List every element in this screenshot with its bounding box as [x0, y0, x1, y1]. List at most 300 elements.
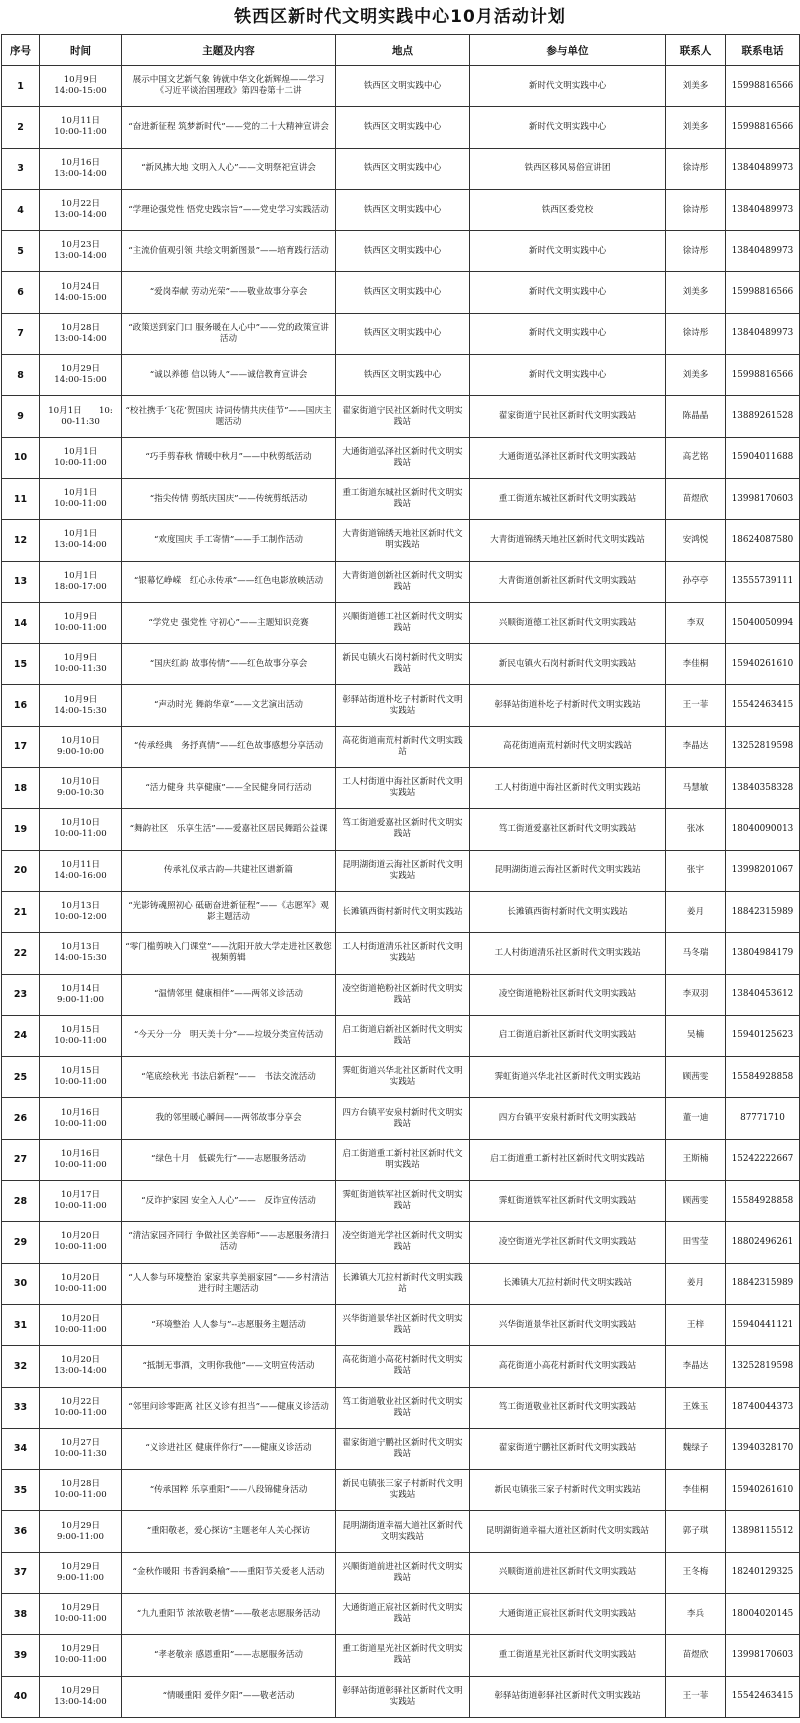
phone-cell: 15940125623	[726, 1015, 800, 1056]
table-row	[2, 1181, 800, 1222]
phone-cell: 15542463415	[726, 1676, 800, 1717]
unit-cell: 工人村街道中海社区新时代文明实践站	[470, 768, 666, 809]
contact-cell: 李晶达	[666, 1346, 726, 1387]
phone-cell: 13252819598	[726, 726, 800, 767]
time-cell: 10月10日 9:00-10:30	[40, 768, 122, 809]
contact-cell: 田雪莹	[666, 1222, 726, 1263]
unit-cell: 铁西区委党校	[470, 189, 666, 230]
contact-cell: 刘美多	[666, 355, 726, 396]
table-row	[2, 891, 800, 932]
phone-cell: 18842315989	[726, 891, 800, 932]
contact-cell: 郭子琪	[666, 1511, 726, 1552]
topic-cell: “环境整治 人人参与”--志愿服务主题活动	[122, 1304, 336, 1345]
phone-cell: 13889261528	[726, 396, 800, 437]
contact-cell: 徐诗彤	[666, 313, 726, 354]
phone-cell: 87771710	[726, 1098, 800, 1139]
place-cell: 翟家街道宁鹏社区新时代文明实践站	[336, 1428, 470, 1469]
phone-cell: 18040090013	[726, 809, 800, 850]
row-number: 26	[2, 1098, 40, 1139]
unit-cell: 长滩镇大兀拉村新时代文明实践站	[470, 1263, 666, 1304]
place-cell: 高花街道小高花村新时代文明实践站	[336, 1346, 470, 1387]
phone-cell: 15242222667	[726, 1139, 800, 1180]
phone-cell: 18004020145	[726, 1593, 800, 1634]
phone-cell: 13998170603	[726, 478, 800, 519]
unit-cell: 大通街道弘泽社区新时代文明实践站	[470, 437, 666, 478]
topic-cell: “欢度国庆 手工寄情”——手工制作活动	[122, 520, 336, 561]
time-cell: 10月16日 13:00-14:00	[40, 148, 122, 189]
row-number: 13	[2, 561, 40, 602]
contact-cell: 李兵	[666, 1593, 726, 1634]
row-number: 12	[2, 520, 40, 561]
place-cell: 铁西区文明实践中心	[336, 107, 470, 148]
row-number: 21	[2, 891, 40, 932]
phone-cell: 13998170603	[726, 1635, 800, 1676]
phone-cell: 15998816566	[726, 66, 800, 107]
unit-cell: 翟家街道宁民社区新时代文明实践站	[470, 396, 666, 437]
table-row	[2, 850, 800, 891]
topic-cell: “情暖重阳 爱伴夕阳”——敬老活动	[122, 1676, 336, 1717]
row-number: 24	[2, 1015, 40, 1056]
phone-cell: 13252819598	[726, 1346, 800, 1387]
topic-cell: “光影铸魂照初心 砥砺奋进新征程”——《志愿军》观影主题活动	[122, 891, 336, 932]
phone-cell: 15998816566	[726, 355, 800, 396]
time-cell: 10月29日 9:00-11:00	[40, 1552, 122, 1593]
phone-cell: 18624087580	[726, 520, 800, 561]
place-cell: 铁西区文明实践中心	[336, 148, 470, 189]
header-cell-unit: 参与单位	[470, 35, 666, 66]
topic-cell: “今天分一分 明天美十分”——垃圾分类宣传活动	[122, 1015, 336, 1056]
place-cell: 四方台镇平安泉村新时代文明实践站	[336, 1098, 470, 1139]
time-cell: 10月27日 10:00-11:30	[40, 1428, 122, 1469]
header-row	[2, 35, 800, 66]
table-row	[2, 272, 800, 313]
time-cell: 10月15日 10:00-11:00	[40, 1015, 122, 1056]
row-number: 25	[2, 1057, 40, 1098]
contact-cell: 顾茜雯	[666, 1057, 726, 1098]
place-cell: 大通街道弘泽社区新时代文明实践站	[336, 437, 470, 478]
header-cell-no: 序号	[2, 35, 40, 66]
unit-cell: 大通街道正宸社区新时代文明实践站	[470, 1593, 666, 1634]
phone-cell: 13840489973	[726, 231, 800, 272]
phone-cell: 15998816566	[726, 272, 800, 313]
place-cell: 大通街道正宸社区新时代文明实践站	[336, 1593, 470, 1634]
topic-cell: “义诊进社区 健康伴你行”——健康义诊活动	[122, 1428, 336, 1469]
phone-cell: 13840489973	[726, 313, 800, 354]
unit-cell: 翟家街道宁鹏社区新时代文明实践站	[470, 1428, 666, 1469]
place-cell: 铁西区文明实践中心	[336, 355, 470, 396]
row-number: 22	[2, 933, 40, 974]
place-cell: 长滩镇西街村新时代文明实践站	[336, 891, 470, 932]
row-number: 39	[2, 1635, 40, 1676]
topic-cell: “传承国粹 乐享重阳”——八段锦健身活动	[122, 1470, 336, 1511]
table-header	[2, 35, 800, 66]
contact-cell: 王梓	[666, 1304, 726, 1345]
row-number: 28	[2, 1181, 40, 1222]
unit-cell: 新时代文明实践中心	[470, 231, 666, 272]
place-cell: 兴华街道景华社区新时代文明实践站	[336, 1304, 470, 1345]
topic-cell: “爱岗奉献 劳动光荣”——敬业故事分享会	[122, 272, 336, 313]
row-number: 1	[2, 66, 40, 107]
contact-cell: 王冬梅	[666, 1552, 726, 1593]
unit-cell: 新时代文明实践中心	[470, 313, 666, 354]
time-cell: 10月20日 10:00-11:00	[40, 1263, 122, 1304]
phone-cell: 13840489973	[726, 189, 800, 230]
contact-cell: 徐诗彤	[666, 189, 726, 230]
unit-cell: 新民屯镇火石岗村新时代文明实践站	[470, 644, 666, 685]
place-cell: 翟家街道宁民社区新时代文明实践站	[336, 396, 470, 437]
time-cell: 10月16日 10:00-11:00	[40, 1098, 122, 1139]
unit-cell: 昆明湖街道云海社区新时代文明实践站	[470, 850, 666, 891]
topic-cell: “重阳敬老，爱心探访”主题老年人关心探访	[122, 1511, 336, 1552]
place-cell: 新民屯镇张三家子村新时代文明实践站	[336, 1470, 470, 1511]
time-cell: 10月15日 10:00-11:00	[40, 1057, 122, 1098]
contact-cell: 姜月	[666, 891, 726, 932]
row-number: 35	[2, 1470, 40, 1511]
contact-cell: 王一菲	[666, 685, 726, 726]
place-cell: 凌空街道艳粉社区新时代文明实践站	[336, 974, 470, 1015]
time-cell: 10月14日 9:00-11:00	[40, 974, 122, 1015]
unit-cell: 大青街道创新社区新时代文明实践站	[470, 561, 666, 602]
time-cell: 10月24日 14:00-15:00	[40, 272, 122, 313]
row-number: 4	[2, 189, 40, 230]
contact-cell: 刘美多	[666, 66, 726, 107]
place-cell: 霁虹街道兴华北社区新时代文明实践站	[336, 1057, 470, 1098]
table-row	[2, 809, 800, 850]
table-row	[2, 313, 800, 354]
topic-cell: “诚以养德 信以铸人”——诚信教育宣讲会	[122, 355, 336, 396]
contact-cell: 吴楠	[666, 1015, 726, 1056]
place-cell: 铁西区文明实践中心	[336, 66, 470, 107]
phone-cell: 18240129325	[726, 1552, 800, 1593]
place-cell: 昆明湖街道云海社区新时代文明实践站	[336, 850, 470, 891]
row-number: 23	[2, 974, 40, 1015]
table-row	[2, 1552, 800, 1593]
phone-cell: 13898115512	[726, 1511, 800, 1552]
contact-cell: 魏绿子	[666, 1428, 726, 1469]
row-number: 16	[2, 685, 40, 726]
table-row	[2, 107, 800, 148]
unit-cell: 昆明湖街道幸福大道社区新时代文明实践站	[470, 1511, 666, 1552]
topic-cell: “奋进新征程 筑梦新时代”——党的二十大精神宣讲会	[122, 107, 336, 148]
row-number: 31	[2, 1304, 40, 1345]
phone-cell: 15542463415	[726, 685, 800, 726]
unit-cell: 彰驿站街道彰驿社区新时代文明实践站	[470, 1676, 666, 1717]
place-cell: 凌空街道光学社区新时代文明实践站	[336, 1222, 470, 1263]
topic-cell: “学党史 强党性 守初心”——主题知识竞赛	[122, 602, 336, 643]
topic-cell: “校社携手‘飞花’贺国庆 诗词传情共庆佳节”——国庆主题活动	[122, 396, 336, 437]
time-cell: 10月22日 13:00-14:00	[40, 189, 122, 230]
topic-cell: “邻里问诊零距离 社区义诊有担当”——健康义诊活动	[122, 1387, 336, 1428]
topic-cell: “声动时光 舞韵华章”——文艺演出活动	[122, 685, 336, 726]
row-number: 36	[2, 1511, 40, 1552]
topic-cell: “温情邻里 健康相伴”——两邻义诊活动	[122, 974, 336, 1015]
unit-cell: 兴顺街道前进社区新时代文明实践站	[470, 1552, 666, 1593]
row-number: 11	[2, 478, 40, 519]
contact-cell: 安鸿悦	[666, 520, 726, 561]
phone-cell: 13840489973	[726, 148, 800, 189]
time-cell: 10月20日 10:00-11:00	[40, 1304, 122, 1345]
time-cell: 10月23日 13:00-14:00	[40, 231, 122, 272]
phone-cell: 15040050994	[726, 602, 800, 643]
phone-cell: 13804984179	[726, 933, 800, 974]
table-row	[2, 1222, 800, 1263]
header-cell-contact: 联系人	[666, 35, 726, 66]
table-row	[2, 974, 800, 1015]
row-number: 30	[2, 1263, 40, 1304]
topic-cell: “金秋作暖阳 书香润桑榆”——重阳节关爱老人活动	[122, 1552, 336, 1593]
row-number: 40	[2, 1676, 40, 1717]
unit-cell: 高花街道小高花村新时代文明实践站	[470, 1346, 666, 1387]
place-cell: 铁西区文明实践中心	[336, 313, 470, 354]
contact-cell: 苗煜欣	[666, 478, 726, 519]
time-cell: 10月29日 9:00-11:00	[40, 1511, 122, 1552]
place-cell: 笃工街道爱嘉社区新时代文明实践站	[336, 809, 470, 850]
table-row	[2, 1635, 800, 1676]
row-number: 3	[2, 148, 40, 189]
row-number: 7	[2, 313, 40, 354]
time-cell: 10月29日 10:00-11:00	[40, 1635, 122, 1676]
unit-cell: 兴华街道景华社区新时代文明实践站	[470, 1304, 666, 1345]
table-row	[2, 520, 800, 561]
unit-cell: 启工街道重工新村社区新时代文明实践站	[470, 1139, 666, 1180]
table-row	[2, 189, 800, 230]
contact-cell: 刘美多	[666, 107, 726, 148]
topic-cell: “清洁家园齐同行 争做社区美容师”——志愿服务清扫活动	[122, 1222, 336, 1263]
unit-cell: 霁虹街道兴华北社区新时代文明实践站	[470, 1057, 666, 1098]
topic-cell: “零门槛剪映入门课堂”——沈阳开放大学走进社区教您视频剪辑	[122, 933, 336, 974]
phone-cell: 13555739111	[726, 561, 800, 602]
row-number: 27	[2, 1139, 40, 1180]
time-cell: 10月20日 13:00-14:00	[40, 1346, 122, 1387]
topic-cell: “孝老敬亲 感恩重阳”——志愿服务活动	[122, 1635, 336, 1676]
unit-cell: 新时代文明实践中心	[470, 355, 666, 396]
time-cell: 10月1日 10:00-11:00	[40, 478, 122, 519]
phone-cell: 15940261610	[726, 1470, 800, 1511]
topic-cell: “笔底绘秋光 书法启新程”—— 书法交流活动	[122, 1057, 336, 1098]
time-cell: 10月29日 13:00-14:00	[40, 1676, 122, 1717]
unit-cell: 霁虹街道铁军社区新时代文明实践站	[470, 1181, 666, 1222]
contact-cell: 陈晶晶	[666, 396, 726, 437]
phone-cell: 13840358328	[726, 768, 800, 809]
phone-cell: 13998201067	[726, 850, 800, 891]
table-row	[2, 1470, 800, 1511]
time-cell: 10月10日 10:00-11:00	[40, 809, 122, 850]
row-number: 8	[2, 355, 40, 396]
row-number: 17	[2, 726, 40, 767]
table-body	[2, 66, 800, 1718]
row-number: 15	[2, 644, 40, 685]
place-cell: 笃工街道敬业社区新时代文明实践站	[336, 1387, 470, 1428]
row-number: 9	[2, 396, 40, 437]
time-cell: 10月29日 10:00-11:00	[40, 1593, 122, 1634]
time-cell: 10月20日 10:00-11:00	[40, 1222, 122, 1263]
topic-cell: “主流价值观引领 共绘文明新图景”——培育践行活动	[122, 231, 336, 272]
time-cell: 10月9日 14:00-15:30	[40, 685, 122, 726]
contact-cell: 徐诗彤	[666, 231, 726, 272]
time-cell: 10月1日 10: 00-11:30	[40, 396, 122, 437]
contact-cell: 王姝玉	[666, 1387, 726, 1428]
phone-cell: 15584928858	[726, 1181, 800, 1222]
table-row	[2, 1593, 800, 1634]
topic-cell: “巧手剪春秋 情暖中秋月”——中秋剪纸活动	[122, 437, 336, 478]
unit-cell: 四方台镇平安泉村新时代文明实践站	[470, 1098, 666, 1139]
header-cell-phone: 联系电话	[726, 35, 800, 66]
time-cell: 10月11日 10:00-11:00	[40, 107, 122, 148]
place-cell: 重工街道东城社区新时代文明实践站	[336, 478, 470, 519]
phone-cell: 13840453612	[726, 974, 800, 1015]
table-row	[2, 602, 800, 643]
header-cell-place: 地点	[336, 35, 470, 66]
row-number: 19	[2, 809, 40, 850]
place-cell: 重工街道星光社区新时代文明实践站	[336, 1635, 470, 1676]
table-row	[2, 1098, 800, 1139]
place-cell: 高花街道南荒村新时代文明实践站	[336, 726, 470, 767]
place-cell: 昆明湖街道幸福大道社区新时代文明实践站	[336, 1511, 470, 1552]
place-cell: 彰驿站街道朴圪子村新时代文明实践站	[336, 685, 470, 726]
topic-cell: “活力健身 共享健康”——全民健身同行活动	[122, 768, 336, 809]
place-cell: 启工街道启新社区新时代文明实践站	[336, 1015, 470, 1056]
table-row	[2, 1511, 800, 1552]
table-row	[2, 437, 800, 478]
unit-cell: 铁西区移风易俗宣讲团	[470, 148, 666, 189]
place-cell: 新民屯镇火石岗村新时代文明实践站	[336, 644, 470, 685]
table-row	[2, 1304, 800, 1345]
contact-cell: 李晶达	[666, 726, 726, 767]
unit-cell: 新时代文明实践中心	[470, 66, 666, 107]
place-cell: 铁西区文明实践中心	[336, 272, 470, 313]
table-row	[2, 478, 800, 519]
phone-cell: 15998816566	[726, 107, 800, 148]
phone-cell: 15940441121	[726, 1304, 800, 1345]
unit-cell: 凌空街道光学社区新时代文明实践站	[470, 1222, 666, 1263]
contact-cell: 马冬瑞	[666, 933, 726, 974]
time-cell: 10月29日 14:00-15:00	[40, 355, 122, 396]
row-number: 18	[2, 768, 40, 809]
contact-cell: 马慧敏	[666, 768, 726, 809]
contact-cell: 顾茜雯	[666, 1181, 726, 1222]
contact-cell: 高艺铭	[666, 437, 726, 478]
table-row	[2, 561, 800, 602]
row-number: 33	[2, 1387, 40, 1428]
place-cell: 长滩镇大兀拉村新时代文明实践站	[336, 1263, 470, 1304]
topic-cell: “绿色十月 低碳先行”——志愿服务活动	[122, 1139, 336, 1180]
row-number: 32	[2, 1346, 40, 1387]
topic-cell: “抵制无事酒，文明你我他”——文明宣传活动	[122, 1346, 336, 1387]
place-cell: 彰驿站街道彰驿社区新时代文明实践站	[336, 1676, 470, 1717]
unit-cell: 重工街道东城社区新时代文明实践站	[470, 478, 666, 519]
phone-cell: 15904011688	[726, 437, 800, 478]
table-row	[2, 1676, 800, 1717]
table-row	[2, 231, 800, 272]
time-cell: 10月10日 9:00-10:00	[40, 726, 122, 767]
topic-cell: “国庆红韵 故事传情”——红色故事分享会	[122, 644, 336, 685]
table-row	[2, 933, 800, 974]
phone-cell: 15940261610	[726, 644, 800, 685]
activity-table	[1, 34, 800, 1718]
row-number: 29	[2, 1222, 40, 1263]
row-number: 10	[2, 437, 40, 478]
phone-cell: 18842315989	[726, 1263, 800, 1304]
unit-cell: 兴顺街道德工社区新时代文明实践站	[470, 602, 666, 643]
table-row	[2, 355, 800, 396]
table-row	[2, 1387, 800, 1428]
unit-cell: 大青街道锦绣天地社区新时代文明实践站	[470, 520, 666, 561]
row-number: 38	[2, 1593, 40, 1634]
row-number: 6	[2, 272, 40, 313]
row-number: 14	[2, 602, 40, 643]
topic-cell: “九九重阳节 浓浓敬老情”——敬老志愿服务活动	[122, 1593, 336, 1634]
topic-cell: “学理论强党性 悟党史践宗旨”——党史学习实践活动	[122, 189, 336, 230]
time-cell: 10月17日 10:00-11:00	[40, 1181, 122, 1222]
row-number: 20	[2, 850, 40, 891]
contact-cell: 张冰	[666, 809, 726, 850]
contact-cell: 王一菲	[666, 1676, 726, 1717]
table-row	[2, 1428, 800, 1469]
unit-cell: 启工街道启新社区新时代文明实践站	[470, 1015, 666, 1056]
row-number: 37	[2, 1552, 40, 1593]
topic-cell: “指尖传情 剪纸庆国庆”——传统剪纸活动	[122, 478, 336, 519]
place-cell: 工人村街道中海社区新时代文明实践站	[336, 768, 470, 809]
row-number: 2	[2, 107, 40, 148]
unit-cell: 凌空街道艳粉社区新时代文明实践站	[470, 974, 666, 1015]
time-cell: 10月11日 14:00-16:00	[40, 850, 122, 891]
row-number: 34	[2, 1428, 40, 1469]
table-row	[2, 1346, 800, 1387]
place-cell: 启工街道重工新村社区新时代文明实践站	[336, 1139, 470, 1180]
time-cell: 10月28日 10:00-11:00	[40, 1470, 122, 1511]
time-cell: 10月1日 10:00-11:00	[40, 437, 122, 478]
place-cell: 大青街道创新社区新时代文明实践站	[336, 561, 470, 602]
topic-cell: “反诈护家园 安全入人心”—— 反诈宣传活动	[122, 1181, 336, 1222]
contact-cell: 董一迪	[666, 1098, 726, 1139]
table-row	[2, 1015, 800, 1056]
time-cell: 10月9日 10:00-11:00	[40, 602, 122, 643]
contact-cell: 李佳桐	[666, 1470, 726, 1511]
table-row	[2, 644, 800, 685]
header-cell-time: 时间	[40, 35, 122, 66]
table-row	[2, 685, 800, 726]
table-row	[2, 1057, 800, 1098]
topic-cell: “传承经典 务抒真情”——红色故事感想分享活动	[122, 726, 336, 767]
contact-cell: 王斯楠	[666, 1139, 726, 1180]
time-cell: 10月1日 18:00-17:00	[40, 561, 122, 602]
contact-cell: 李双羽	[666, 974, 726, 1015]
place-cell: 铁西区文明实践中心	[336, 189, 470, 230]
contact-cell: 张宇	[666, 850, 726, 891]
table-row	[2, 1263, 800, 1304]
topic-cell: “政策送到家门口 服务暖在人心中”——党的政策宣讲活动	[122, 313, 336, 354]
row-number: 5	[2, 231, 40, 272]
phone-cell: 18802496261	[726, 1222, 800, 1263]
unit-cell: 彰驿站街道朴圪子村新时代文明实践站	[470, 685, 666, 726]
place-cell: 霁虹街道铁军社区新时代文明实践站	[336, 1181, 470, 1222]
topic-cell: 传承礼仪承古韵—共建社区谱新篇	[122, 850, 336, 891]
unit-cell: 笃工街道敬业社区新时代文明实践站	[470, 1387, 666, 1428]
unit-cell: 重工街道星光社区新时代文明实践站	[470, 1635, 666, 1676]
place-cell: 大青街道锦绣天地社区新时代文明实践站	[336, 520, 470, 561]
unit-cell: 笃工街道爱嘉社区新时代文明实践站	[470, 809, 666, 850]
time-cell: 10月16日 10:00-11:00	[40, 1139, 122, 1180]
place-cell: 铁西区文明实践中心	[336, 231, 470, 272]
topic-cell: 展示中国文艺新气象 铸就中华文化新辉煌——学习《习近平谈治国理政》第四卷第十二讲	[122, 66, 336, 107]
table-row	[2, 1139, 800, 1180]
place-cell: 兴顺街道前进社区新时代文明实践站	[336, 1552, 470, 1593]
unit-cell: 长滩镇西街村新时代文明实践站	[470, 891, 666, 932]
time-cell: 10月13日 14:00-15:30	[40, 933, 122, 974]
unit-cell: 新时代文明实践中心	[470, 272, 666, 313]
time-cell: 10月22日 10:00-11:00	[40, 1387, 122, 1428]
place-cell: 工人村街道清乐社区新时代文明实践站	[336, 933, 470, 974]
